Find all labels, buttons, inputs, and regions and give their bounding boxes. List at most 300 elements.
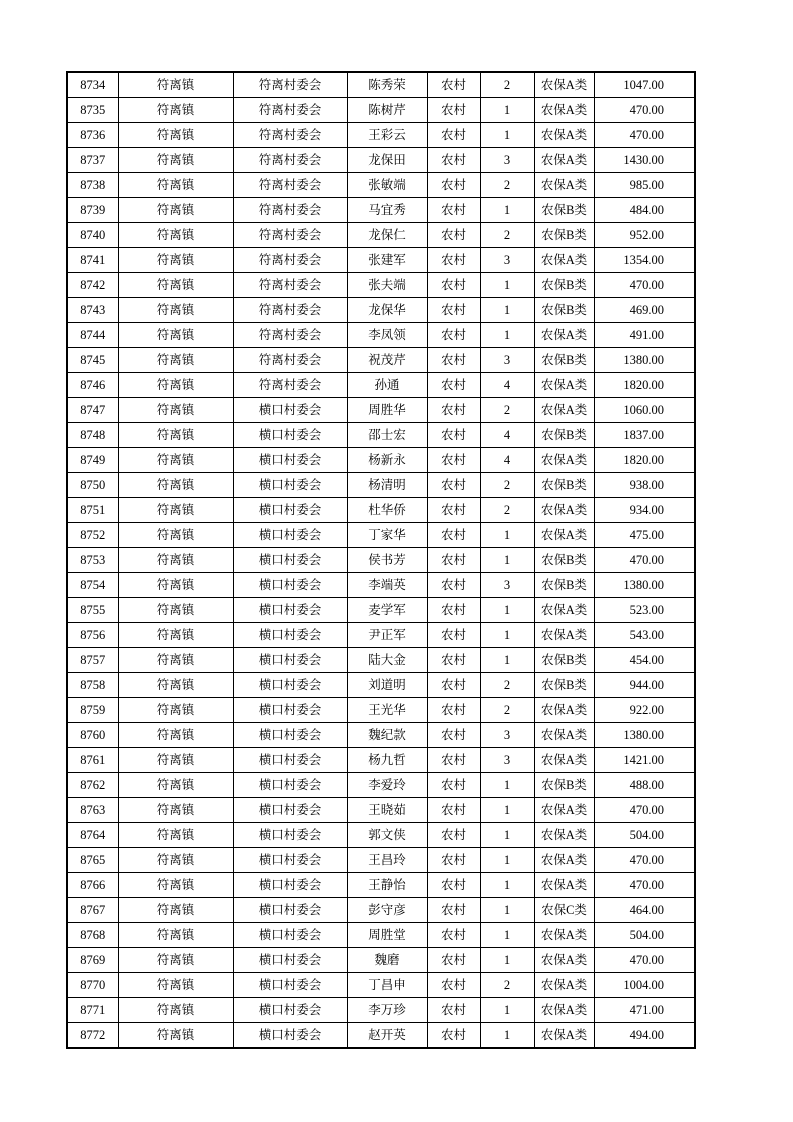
cell-village_committee: 符离村委会	[233, 123, 347, 148]
cell-record_no: 8734	[67, 72, 118, 98]
table-row	[67, 648, 695, 673]
cell-person_count: 1	[480, 623, 534, 648]
cell-household_type: 农村	[427, 423, 480, 448]
cell-insurance_category: 农保A类	[534, 123, 594, 148]
table-row	[67, 548, 695, 573]
cell-name: 丁家华	[347, 523, 427, 548]
cell-household_type: 农村	[427, 748, 480, 773]
table-row	[67, 423, 695, 448]
cell-town: 符离镇	[118, 548, 233, 573]
cell-household_type: 农村	[427, 773, 480, 798]
cell-insurance_category: 农保B类	[534, 473, 594, 498]
cell-insurance_category: 农保A类	[534, 598, 594, 623]
cell-amount: 985.00	[594, 173, 695, 198]
cell-town: 符离镇	[118, 1023, 233, 1049]
cell-town: 符离镇	[118, 723, 233, 748]
cell-person_count: 2	[480, 72, 534, 98]
cell-person_count: 3	[480, 573, 534, 598]
table-row	[67, 273, 695, 298]
cell-name: 郭文侠	[347, 823, 427, 848]
cell-record_no: 8740	[67, 223, 118, 248]
cell-person_count: 4	[480, 423, 534, 448]
cell-record_no: 8747	[67, 398, 118, 423]
cell-name: 王晓茹	[347, 798, 427, 823]
cell-person_count: 1	[480, 823, 534, 848]
cell-amount: 1380.00	[594, 723, 695, 748]
cell-town: 符离镇	[118, 573, 233, 598]
cell-record_no: 8735	[67, 98, 118, 123]
cell-insurance_category: 农保A类	[534, 798, 594, 823]
cell-household_type: 农村	[427, 648, 480, 673]
cell-town: 符离镇	[118, 448, 233, 473]
table-row	[67, 72, 695, 98]
cell-town: 符离镇	[118, 298, 233, 323]
cell-household_type: 农村	[427, 323, 480, 348]
cell-town: 符离镇	[118, 498, 233, 523]
cell-record_no: 8742	[67, 273, 118, 298]
cell-person_count: 1	[480, 873, 534, 898]
cell-person_count: 2	[480, 473, 534, 498]
cell-village_committee: 横口村委会	[233, 523, 347, 548]
cell-name: 周胜堂	[347, 923, 427, 948]
table-row	[67, 1023, 695, 1049]
cell-village_committee: 横口村委会	[233, 948, 347, 973]
table-row	[67, 123, 695, 148]
cell-town: 符离镇	[118, 798, 233, 823]
cell-village_committee: 横口村委会	[233, 573, 347, 598]
table-row	[67, 298, 695, 323]
cell-name: 陈秀荣	[347, 72, 427, 98]
table-row	[67, 823, 695, 848]
cell-record_no: 8761	[67, 748, 118, 773]
cell-town: 符离镇	[118, 398, 233, 423]
table-row	[67, 598, 695, 623]
cell-household_type: 农村	[427, 548, 480, 573]
cell-household_type: 农村	[427, 448, 480, 473]
cell-record_no: 8749	[67, 448, 118, 473]
cell-person_count: 1	[480, 998, 534, 1023]
cell-household_type: 农村	[427, 348, 480, 373]
cell-insurance_category: 农保A类	[534, 72, 594, 98]
cell-village_committee: 符离村委会	[233, 298, 347, 323]
cell-person_count: 1	[480, 123, 534, 148]
cell-town: 符离镇	[118, 98, 233, 123]
table-row	[67, 573, 695, 598]
cell-name: 侯书芳	[347, 548, 427, 573]
table-row	[67, 873, 695, 898]
cell-name: 王彩云	[347, 123, 427, 148]
cell-name: 刘道明	[347, 673, 427, 698]
cell-household_type: 农村	[427, 1023, 480, 1049]
cell-record_no: 8746	[67, 373, 118, 398]
cell-village_committee: 横口村委会	[233, 798, 347, 823]
table-row	[67, 748, 695, 773]
cell-name: 龙保华	[347, 298, 427, 323]
cell-record_no: 8767	[67, 898, 118, 923]
table-row	[67, 948, 695, 973]
cell-insurance_category: 农保C类	[534, 898, 594, 923]
cell-amount: 504.00	[594, 923, 695, 948]
table-row	[67, 998, 695, 1023]
cell-town: 符离镇	[118, 72, 233, 98]
table-row	[67, 773, 695, 798]
cell-town: 符离镇	[118, 898, 233, 923]
cell-person_count: 3	[480, 248, 534, 273]
cell-village_committee: 横口村委会	[233, 623, 347, 648]
cell-town: 符离镇	[118, 823, 233, 848]
cell-household_type: 农村	[427, 523, 480, 548]
cell-amount: 471.00	[594, 998, 695, 1023]
cell-town: 符离镇	[118, 673, 233, 698]
cell-amount: 1430.00	[594, 148, 695, 173]
cell-insurance_category: 农保A类	[534, 398, 594, 423]
cell-household_type: 农村	[427, 623, 480, 648]
cell-name: 王静怡	[347, 873, 427, 898]
cell-town: 符离镇	[118, 223, 233, 248]
cell-insurance_category: 农保B类	[534, 648, 594, 673]
cell-insurance_category: 农保A类	[534, 448, 594, 473]
cell-insurance_category: 农保A类	[534, 998, 594, 1023]
cell-record_no: 8748	[67, 423, 118, 448]
cell-insurance_category: 农保A类	[534, 923, 594, 948]
table-row	[67, 848, 695, 873]
cell-insurance_category: 农保B类	[534, 348, 594, 373]
cell-village_committee: 横口村委会	[233, 398, 347, 423]
cell-town: 符离镇	[118, 598, 233, 623]
cell-household_type: 农村	[427, 72, 480, 98]
cell-person_count: 1	[480, 948, 534, 973]
cell-record_no: 8765	[67, 848, 118, 873]
cell-amount: 1421.00	[594, 748, 695, 773]
cell-household_type: 农村	[427, 398, 480, 423]
cell-amount: 469.00	[594, 298, 695, 323]
cell-town: 符离镇	[118, 873, 233, 898]
cell-household_type: 农村	[427, 898, 480, 923]
cell-insurance_category: 农保A类	[534, 848, 594, 873]
table-row	[67, 473, 695, 498]
cell-person_count: 1	[480, 198, 534, 223]
cell-record_no: 8752	[67, 523, 118, 548]
cell-person_count: 2	[480, 673, 534, 698]
cell-amount: 491.00	[594, 323, 695, 348]
cell-name: 丁昌申	[347, 973, 427, 998]
cell-village_committee: 横口村委会	[233, 498, 347, 523]
cell-amount: 470.00	[594, 798, 695, 823]
cell-town: 符离镇	[118, 623, 233, 648]
cell-name: 魏磨	[347, 948, 427, 973]
cell-town: 符离镇	[118, 698, 233, 723]
cell-village_committee: 横口村委会	[233, 823, 347, 848]
table-row	[67, 373, 695, 398]
cell-record_no: 8760	[67, 723, 118, 748]
cell-amount: 1837.00	[594, 423, 695, 448]
cell-town: 符离镇	[118, 923, 233, 948]
cell-person_count: 2	[480, 698, 534, 723]
cell-record_no: 8763	[67, 798, 118, 823]
cell-amount: 1380.00	[594, 573, 695, 598]
table-row	[67, 523, 695, 548]
cell-record_no: 8759	[67, 698, 118, 723]
cell-village_committee: 横口村委会	[233, 473, 347, 498]
cell-person_count: 3	[480, 348, 534, 373]
cell-name: 张敏端	[347, 173, 427, 198]
cell-village_committee: 横口村委会	[233, 873, 347, 898]
cell-insurance_category: 农保B类	[534, 573, 594, 598]
cell-record_no: 8737	[67, 148, 118, 173]
cell-person_count: 1	[480, 923, 534, 948]
cell-name: 麦学军	[347, 598, 427, 623]
cell-name: 李端英	[347, 573, 427, 598]
cell-record_no: 8756	[67, 623, 118, 648]
cell-insurance_category: 农保B类	[534, 298, 594, 323]
table-row	[67, 448, 695, 473]
cell-record_no: 8768	[67, 923, 118, 948]
cell-record_no: 8745	[67, 348, 118, 373]
cell-village_committee: 横口村委会	[233, 598, 347, 623]
cell-insurance_category: 农保B类	[534, 423, 594, 448]
cell-village_committee: 横口村委会	[233, 748, 347, 773]
cell-record_no: 8743	[67, 298, 118, 323]
cell-person_count: 4	[480, 448, 534, 473]
cell-village_committee: 符离村委会	[233, 273, 347, 298]
cell-name: 邵士宏	[347, 423, 427, 448]
cell-amount: 470.00	[594, 273, 695, 298]
cell-town: 符离镇	[118, 473, 233, 498]
cell-record_no: 8772	[67, 1023, 118, 1049]
cell-household_type: 农村	[427, 973, 480, 998]
cell-person_count: 3	[480, 148, 534, 173]
cell-person_count: 3	[480, 723, 534, 748]
cell-village_committee: 符离村委会	[233, 323, 347, 348]
cell-insurance_category: 农保A类	[534, 723, 594, 748]
cell-insurance_category: 农保A类	[534, 623, 594, 648]
payments-table	[66, 71, 696, 1049]
cell-name: 祝茂芹	[347, 348, 427, 373]
cell-insurance_category: 农保A类	[534, 98, 594, 123]
cell-person_count: 3	[480, 748, 534, 773]
table-row	[67, 723, 695, 748]
cell-name: 李爱玲	[347, 773, 427, 798]
cell-village_committee: 横口村委会	[233, 973, 347, 998]
cell-town: 符离镇	[118, 973, 233, 998]
cell-village_committee: 横口村委会	[233, 923, 347, 948]
cell-town: 符离镇	[118, 123, 233, 148]
cell-household_type: 农村	[427, 148, 480, 173]
cell-person_count: 1	[480, 548, 534, 573]
cell-record_no: 8769	[67, 948, 118, 973]
cell-amount: 934.00	[594, 498, 695, 523]
cell-person_count: 1	[480, 1023, 534, 1049]
cell-person_count: 1	[480, 323, 534, 348]
cell-town: 符离镇	[118, 323, 233, 348]
cell-name: 陈树芹	[347, 98, 427, 123]
cell-record_no: 8758	[67, 673, 118, 698]
cell-record_no: 8751	[67, 498, 118, 523]
cell-person_count: 1	[480, 848, 534, 873]
cell-name: 马宜秀	[347, 198, 427, 223]
cell-town: 符离镇	[118, 998, 233, 1023]
cell-village_committee: 横口村委会	[233, 698, 347, 723]
cell-town: 符离镇	[118, 773, 233, 798]
cell-record_no: 8766	[67, 873, 118, 898]
cell-village_committee: 横口村委会	[233, 898, 347, 923]
cell-amount: 470.00	[594, 548, 695, 573]
cell-amount: 488.00	[594, 773, 695, 798]
cell-amount: 475.00	[594, 523, 695, 548]
table-row	[67, 98, 695, 123]
cell-record_no: 8750	[67, 473, 118, 498]
cell-insurance_category: 农保A类	[534, 973, 594, 998]
cell-insurance_category: 农保B类	[534, 673, 594, 698]
cell-town: 符离镇	[118, 173, 233, 198]
cell-village_committee: 符离村委会	[233, 248, 347, 273]
cell-amount: 470.00	[594, 873, 695, 898]
cell-town: 符离镇	[118, 648, 233, 673]
cell-village_committee: 符离村委会	[233, 348, 347, 373]
cell-village_committee: 符离村委会	[233, 373, 347, 398]
cell-record_no: 8771	[67, 998, 118, 1023]
cell-person_count: 2	[480, 498, 534, 523]
cell-household_type: 农村	[427, 998, 480, 1023]
cell-insurance_category: 农保A类	[534, 323, 594, 348]
cell-household_type: 农村	[427, 373, 480, 398]
cell-household_type: 农村	[427, 473, 480, 498]
cell-record_no: 8741	[67, 248, 118, 273]
cell-person_count: 2	[480, 973, 534, 998]
table-row	[67, 898, 695, 923]
cell-village_committee: 横口村委会	[233, 548, 347, 573]
cell-name: 张建军	[347, 248, 427, 273]
table-row	[67, 498, 695, 523]
cell-insurance_category: 农保A类	[534, 148, 594, 173]
cell-amount: 952.00	[594, 223, 695, 248]
cell-amount: 454.00	[594, 648, 695, 673]
cell-amount: 543.00	[594, 623, 695, 648]
cell-village_committee: 符离村委会	[233, 72, 347, 98]
cell-name: 龙保仁	[347, 223, 427, 248]
cell-name: 李凤领	[347, 323, 427, 348]
cell-insurance_category: 农保B类	[534, 198, 594, 223]
cell-insurance_category: 农保B类	[534, 773, 594, 798]
table-row	[67, 398, 695, 423]
cell-amount: 484.00	[594, 198, 695, 223]
table-row	[67, 623, 695, 648]
table-row	[67, 323, 695, 348]
cell-town: 符离镇	[118, 848, 233, 873]
table-row	[67, 923, 695, 948]
cell-village_committee: 横口村委会	[233, 998, 347, 1023]
cell-name: 陆大金	[347, 648, 427, 673]
table-row	[67, 148, 695, 173]
cell-amount: 1060.00	[594, 398, 695, 423]
cell-amount: 938.00	[594, 473, 695, 498]
cell-amount: 944.00	[594, 673, 695, 698]
cell-household_type: 农村	[427, 273, 480, 298]
cell-name: 王昌玲	[347, 848, 427, 873]
table-row	[67, 673, 695, 698]
cell-record_no: 8739	[67, 198, 118, 223]
cell-household_type: 农村	[427, 873, 480, 898]
cell-insurance_category: 农保A类	[534, 823, 594, 848]
cell-amount: 470.00	[594, 123, 695, 148]
table-row	[67, 348, 695, 373]
table-row	[67, 173, 695, 198]
table-row	[67, 198, 695, 223]
cell-town: 符离镇	[118, 148, 233, 173]
cell-insurance_category: 农保B类	[534, 548, 594, 573]
cell-amount: 1820.00	[594, 448, 695, 473]
cell-record_no: 8757	[67, 648, 118, 673]
cell-record_no: 8755	[67, 598, 118, 623]
cell-town: 符离镇	[118, 748, 233, 773]
cell-record_no: 8738	[67, 173, 118, 198]
cell-amount: 1354.00	[594, 248, 695, 273]
cell-record_no: 8753	[67, 548, 118, 573]
payments-table-body	[67, 72, 695, 1048]
cell-person_count: 1	[480, 98, 534, 123]
cell-record_no: 8770	[67, 973, 118, 998]
cell-person_count: 1	[480, 898, 534, 923]
cell-insurance_category: 农保A类	[534, 1023, 594, 1049]
cell-name: 魏纪款	[347, 723, 427, 748]
cell-village_committee: 横口村委会	[233, 1023, 347, 1049]
cell-amount: 504.00	[594, 823, 695, 848]
cell-insurance_category: 农保B类	[534, 223, 594, 248]
cell-town: 符离镇	[118, 348, 233, 373]
cell-town: 符离镇	[118, 248, 233, 273]
cell-village_committee: 横口村委会	[233, 773, 347, 798]
cell-amount: 494.00	[594, 1023, 695, 1049]
cell-name: 王光华	[347, 698, 427, 723]
cell-household_type: 农村	[427, 798, 480, 823]
cell-insurance_category: 农保A类	[534, 698, 594, 723]
cell-person_count: 2	[480, 173, 534, 198]
cell-village_committee: 横口村委会	[233, 673, 347, 698]
cell-record_no: 8744	[67, 323, 118, 348]
cell-insurance_category: 农保B类	[534, 273, 594, 298]
cell-village_committee: 符离村委会	[233, 148, 347, 173]
cell-name: 张夫端	[347, 273, 427, 298]
cell-village_committee: 横口村委会	[233, 723, 347, 748]
cell-household_type: 农村	[427, 573, 480, 598]
cell-insurance_category: 农保A类	[534, 373, 594, 398]
cell-record_no: 8736	[67, 123, 118, 148]
cell-insurance_category: 农保A类	[534, 873, 594, 898]
cell-amount: 1047.00	[594, 72, 695, 98]
cell-town: 符离镇	[118, 948, 233, 973]
cell-town: 符离镇	[118, 523, 233, 548]
cell-household_type: 农村	[427, 498, 480, 523]
cell-town: 符离镇	[118, 373, 233, 398]
cell-household_type: 农村	[427, 123, 480, 148]
cell-amount: 922.00	[594, 698, 695, 723]
cell-village_committee: 符离村委会	[233, 198, 347, 223]
cell-person_count: 1	[480, 648, 534, 673]
cell-household_type: 农村	[427, 198, 480, 223]
table-row	[67, 973, 695, 998]
cell-name: 杨新永	[347, 448, 427, 473]
cell-amount: 470.00	[594, 98, 695, 123]
cell-insurance_category: 农保A类	[534, 948, 594, 973]
cell-household_type: 农村	[427, 98, 480, 123]
cell-record_no: 8764	[67, 823, 118, 848]
table-row	[67, 698, 695, 723]
cell-household_type: 农村	[427, 298, 480, 323]
cell-amount: 464.00	[594, 898, 695, 923]
cell-person_count: 2	[480, 223, 534, 248]
cell-village_committee: 符离村委会	[233, 173, 347, 198]
cell-village_committee: 符离村委会	[233, 223, 347, 248]
